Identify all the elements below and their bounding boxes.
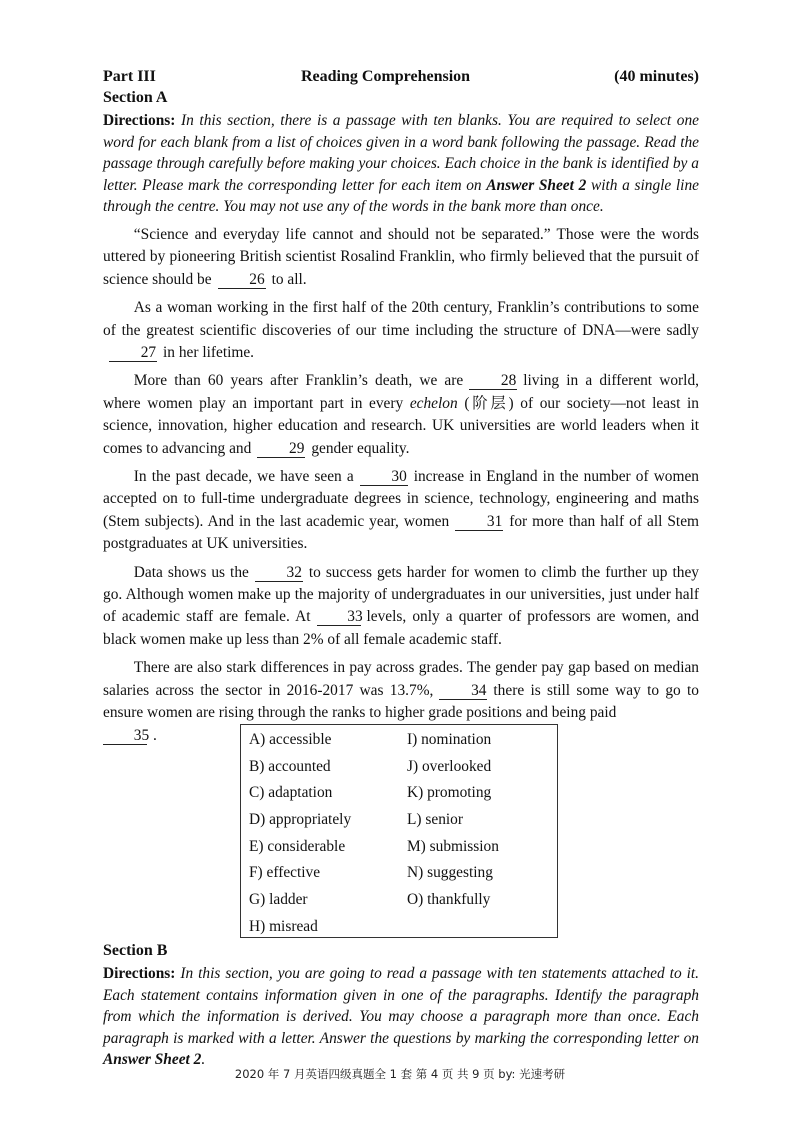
passage-paragraph-5: Data shows us the 32 to success gets harder for women to climb the further up they go. Although women make up the majority of undergraduates in our universities, just under half of academic staff are female. At 33 levels, only a quarter of professors are women, and black women make up less than 2% of all female academic staff. <box>103 563 699 648</box>
word-bank-item: I) nomination <box>407 731 492 748</box>
word-bank-item: F) effective <box>249 864 321 882</box>
page-body <box>103 66 699 747</box>
echelon-term: echelon <box>409 394 458 412</box>
blank-26: 26 <box>218 271 266 289</box>
blank-27: 27 <box>109 344 157 362</box>
word-bank <box>240 724 558 938</box>
section-b-directions: Directions: In this section, you are going to read a passage with ten statements attached to it. Each statement contains information given in one of the paragraphs. Identify the paragraph from which the information is derived. You may choose a paragraph more than once. Each paragraph is marked with a letter. Answer the questions by marking the corresponding letter on Answer Sheet 2. <box>103 965 699 1069</box>
word-bank-item: E) considerable <box>249 837 346 855</box>
word-bank-item: C) adaptation <box>249 784 333 802</box>
section-a-heading: Section A <box>103 89 168 106</box>
passage-paragraph-3: More than 60 years after Franklin’s death, we are 28 living in a different world, where women play an important part in every echelon (阶层) of our society—not least in science, innovation, higher education and research. UK universities are world leaders when it comes to advancing and 29 gender equality. <box>103 372 699 457</box>
word-bank-left-column <box>249 727 351 941</box>
word-bank-item: N) suggesting <box>407 864 493 882</box>
word-bank-right-column <box>407 727 499 914</box>
blank-30: 30 <box>360 468 408 486</box>
passage-paragraph-4: In the past decade, we have seen a 30 increase in England in the number of women accepted on to full-time undergraduate degrees in science, technology, engineering and maths (Stem subjects). And in the last academic year, women 31 for more than half of all Stem postgraduates at UK universities. <box>103 468 700 553</box>
word-bank-item: H) misread <box>249 917 318 935</box>
blank-32: 32 <box>255 564 303 582</box>
blank-29: 29 <box>257 440 305 458</box>
word-bank-item: L) senior <box>407 811 463 829</box>
directions-label: Directions: <box>103 112 176 129</box>
word-bank-item: B) accounted <box>249 757 331 775</box>
section-a-directions: Directions: In this section, there is a passage with ten blanks. You are required to select one word for each blank from a list of choices given in a word bank following the passage. Read the passage through carefully before making your choices. Each choice in the bank is identified by a letter. Please mark the corresponding letter for each item on Answer Sheet 2 with a single line through the centre. You may not use any of the words in the bank more than once. <box>103 112 699 216</box>
section-b <box>103 940 699 1071</box>
passage-paragraph-1: “Science and everyday life cannot and should not be separated.” Those were the words uttered by pioneering British scientist Rosalind Franklin, who firmly believed that the pursuit of science should be 26 to all. <box>103 225 699 288</box>
blank-31: 31 <box>455 513 503 531</box>
part-title: Reading Comprehension <box>301 68 471 85</box>
passage-paragraph-6: There are also stark differences in pay across grades. The gender pay gap based on median salaries across the sector in 2016-2017 was 13.7%, 34 there is still some way to go to ensure women are rising through the ranks to higher grade positions and being paid 35 . <box>103 659 699 744</box>
part-header <box>103 66 699 87</box>
word-bank-item: M) submission <box>407 837 499 855</box>
section-b-heading: Section B <box>103 942 168 959</box>
part-label: Part III <box>103 68 156 85</box>
answer-sheet-ref: Answer Sheet 2 <box>486 176 587 194</box>
blank-34: 34 <box>439 682 487 700</box>
directions-label: Directions: <box>103 965 176 982</box>
blank-28: 28 <box>469 372 517 390</box>
answer-sheet-ref: Answer Sheet 2 <box>103 1051 202 1069</box>
time-limit: (40 minutes) <box>614 68 699 85</box>
word-bank-item: D) appropriately <box>249 811 352 829</box>
blank-33: 33 <box>317 608 361 626</box>
passage-paragraph-2: As a woman working in the first half of the 20th century, Franklin’s contributions to some of the greatest scientific discoveries of our time including the structure of DNA—were sadly27 in her lifetime. <box>103 299 699 361</box>
word-bank-item: K) promoting <box>407 784 492 802</box>
word-bank-item: A) accessible <box>249 731 332 748</box>
echelon-gloss: (阶层) <box>464 394 514 412</box>
blank-35: 35 <box>103 727 147 745</box>
word-bank-item: J) overlooked <box>407 757 492 775</box>
word-bank-item: O) thankfully <box>407 891 491 909</box>
word-bank-item: G) ladder <box>249 891 308 909</box>
page-footer: 2020 年 7 月英语四级真题全 1 套 第 4 页 共 9 页 by: 光速考研 <box>234 1067 566 1081</box>
